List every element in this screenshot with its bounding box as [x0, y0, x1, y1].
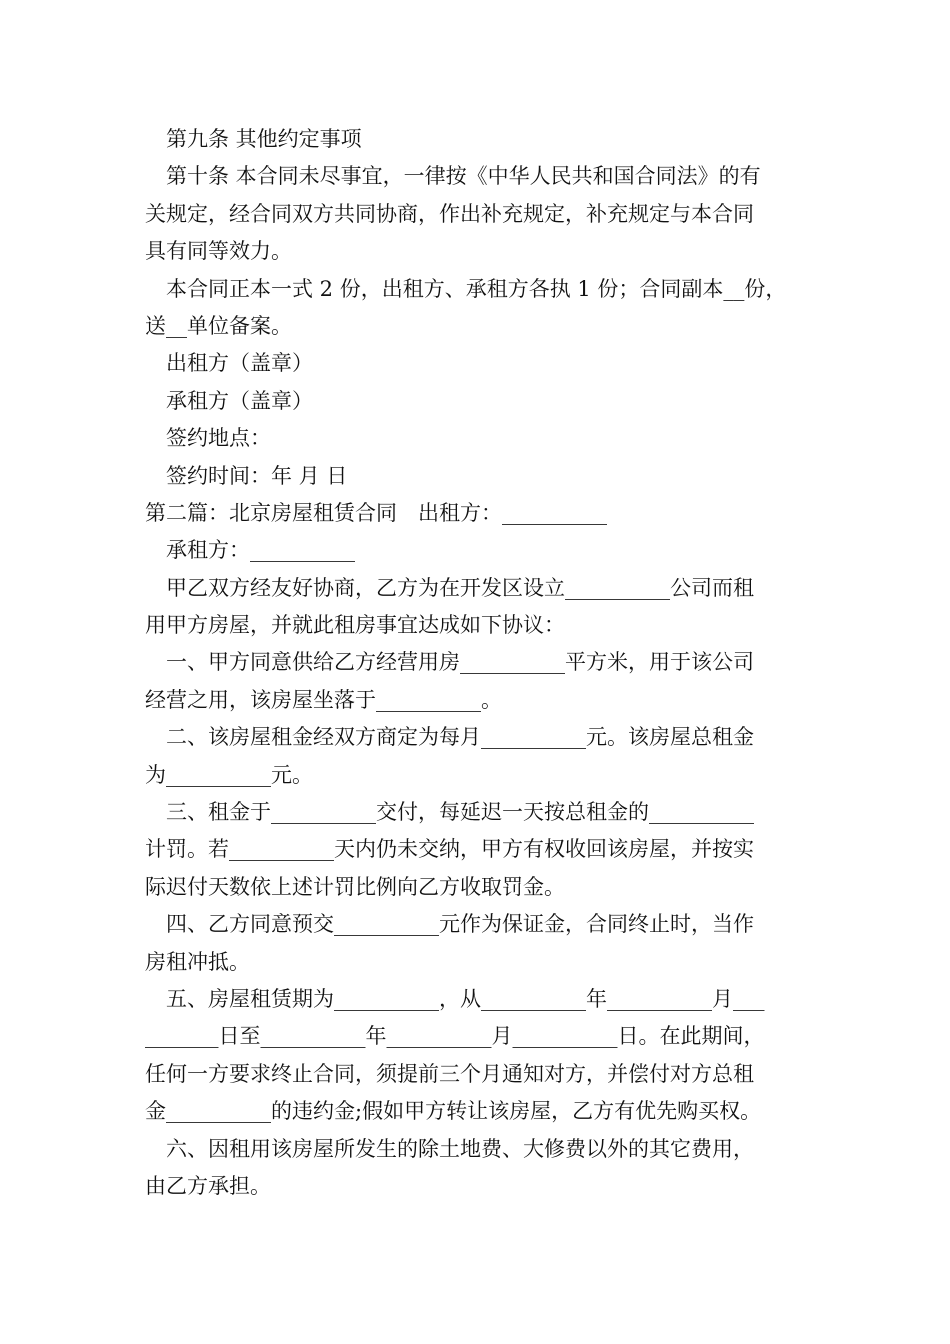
lessee-line: 承租方：__________	[166, 538, 355, 563]
item-5-line-3: 任何一方要求终止合同，须提前三个月通知对方，并偿付对方总租	[145, 1061, 754, 1086]
item-1-line-1: 一、甲方同意供给乙方经营用房__________平方米，用于该公司	[166, 650, 754, 675]
document-page	[145, 121, 810, 1205]
item-6-line-1: 六、因租用该房屋所发生的除土地费、大修费以外的其它费用，	[166, 1136, 754, 1161]
item-2-line-2: 为__________元。	[145, 762, 313, 787]
part-two-heading: 第二篇：北京房屋租赁合同 出租方：__________	[145, 500, 607, 525]
item-3-line-3: 际迟付天数依上述计罚比例向乙方收取罚金。	[145, 874, 565, 899]
item-5-line-4: 金__________的违约金;假如甲方转让该房屋，乙方有优先购买权。	[145, 1099, 762, 1124]
copies-line-1: 本合同正本一式 2 份，出租方、承租方各执 1 份；合同副本__份，	[166, 276, 787, 301]
item-2-line-1: 二、该房屋租金经双方商定为每月__________元。该房屋总租金	[166, 725, 754, 750]
item-6-line-2: 由乙方承担。	[145, 1173, 271, 1198]
clause-10-line-2: 关规定，经合同双方共同协商，作出补充规定，补充规定与本合同	[145, 201, 754, 226]
item-5-line-1: 五、房屋租赁期为__________，从__________年__________月___	[166, 986, 765, 1011]
item-5-line-2: _______日至__________年__________月__________日。在此期间，	[145, 1024, 765, 1049]
item-4-line-2: 房租冲抵。	[145, 949, 250, 974]
clause-10-line-3: 具有同等效力。	[145, 239, 292, 264]
item-3-line-1: 三、租金于__________交付，每延迟一天按总租金的__________	[166, 800, 754, 825]
clause-9-title: 第九条 其他约定事项	[166, 127, 362, 151]
lessee-seal: 承租方（盖章）	[166, 388, 313, 413]
signing-place: 签约地点：	[166, 426, 271, 451]
lessor-seal: 出租方（盖章）	[166, 351, 313, 376]
intro-line-1: 甲乙双方经友好协商，乙方为在开发区设立__________公司而租	[166, 575, 754, 600]
clause-10-line-1: 第十条 本合同未尽事宜，一律按《中华人民共和国合同法》的有	[166, 164, 761, 189]
item-1-line-2: 经营之用，该房屋坐落于__________。	[145, 687, 502, 712]
item-3-line-2: 计罚。若__________天内仍未交纳，甲方有权收回该房屋，并按实	[145, 837, 754, 862]
signing-date: 签约时间：年 月 日	[166, 463, 348, 488]
item-4-line-1: 四、乙方同意预交__________元作为保证金，合同终止时，当作	[166, 912, 754, 937]
intro-line-2: 用甲方房屋，并就此租房事宜达成如下协议：	[145, 613, 565, 638]
copies-line-2: 送__单位备案。	[145, 313, 292, 338]
